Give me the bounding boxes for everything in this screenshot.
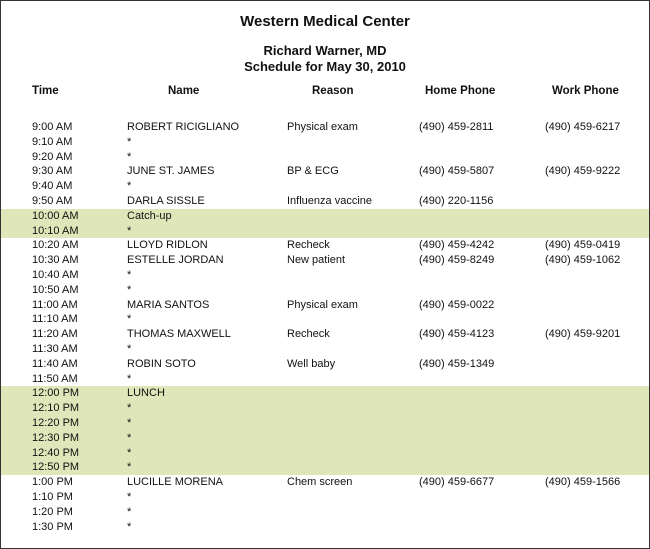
time-cell: 9:40 AM <box>32 180 73 193</box>
time-cell: 11:50 AM <box>32 372 78 385</box>
name-cell: * <box>127 313 132 326</box>
schedule-row <box>1 194 649 209</box>
schedule-row <box>1 386 649 401</box>
schedule-row <box>1 209 649 224</box>
time-cell: 10:40 AM <box>32 268 79 281</box>
time-cell: 1:00 PM <box>32 476 73 489</box>
home-phone-cell: (490) 220-1156 <box>419 194 494 207</box>
reason-cell: Physical exam <box>287 298 358 311</box>
name-cell: * <box>127 372 132 385</box>
name-cell: LUCILLE MORENA <box>127 476 223 489</box>
home-phone-cell: (490) 459-2811 <box>419 121 494 133</box>
schedule-row <box>1 460 649 475</box>
reason-cell: Physical exam <box>287 121 358 133</box>
time-cell: 10:30 AM <box>32 254 79 267</box>
column-header-home-phone: Home Phone <box>425 85 496 97</box>
name-cell: * <box>127 402 132 415</box>
time-cell: 10:10 AM <box>32 224 79 237</box>
time-cell: 10:50 AM <box>32 283 79 296</box>
reason-cell: Well baby <box>287 357 336 370</box>
home-phone-cell: (490) 459-4123 <box>419 328 495 341</box>
time-cell: 1:10 PM <box>32 490 73 503</box>
reason-cell: Chem screen <box>287 476 353 489</box>
schedule-date: Schedule for May 30, 2010 <box>244 59 406 74</box>
time-cell: 9:20 AM <box>32 150 73 163</box>
org-title: Western Medical Center <box>240 13 410 30</box>
home-phone-cell: (490) 459-6677 <box>419 476 495 489</box>
doctor-name: Richard Warner, MD <box>263 43 387 58</box>
schedule-row <box>1 475 649 490</box>
time-cell: 10:20 AM <box>32 239 79 252</box>
schedule-row <box>1 150 649 165</box>
time-cell: 9:30 AM <box>32 165 73 178</box>
time-cell: 11:20 AM <box>32 328 78 341</box>
work-phone-cell: (490) 459-1062 <box>545 254 621 267</box>
name-cell: DARLA SISSLE <box>127 194 205 207</box>
name-cell: * <box>127 416 132 429</box>
name-cell: ESTELLE JORDAN <box>127 254 224 267</box>
work-phone-cell: (490) 459-6217 <box>545 121 621 133</box>
time-cell: 10:00 AM <box>32 209 79 222</box>
name-cell: LLOYD RIDLON <box>127 239 208 252</box>
schedule-row <box>1 238 649 253</box>
name-cell: * <box>127 268 132 281</box>
column-headers <box>1 85 649 101</box>
name-cell: MARIA SANTOS <box>127 298 210 311</box>
schedule-row <box>1 357 649 372</box>
name-cell: * <box>127 150 132 163</box>
schedule-row <box>1 179 649 194</box>
schedule-row <box>1 164 649 179</box>
schedule-row <box>1 446 649 461</box>
schedule-row <box>1 135 649 150</box>
schedule-row <box>1 327 649 342</box>
name-cell: * <box>127 520 132 533</box>
reason-cell: Recheck <box>287 239 330 252</box>
column-header-time: Time <box>32 85 59 97</box>
name-cell: * <box>127 342 132 355</box>
home-phone-cell: (490) 459-1349 <box>419 357 495 370</box>
time-cell: 12:30 PM <box>32 431 80 444</box>
schedule-row <box>1 520 649 535</box>
schedule-row <box>1 224 649 239</box>
time-cell: 11:40 AM <box>32 357 78 370</box>
schedule-row <box>1 431 649 446</box>
schedule-row <box>1 298 649 313</box>
schedule-row <box>1 416 649 431</box>
schedule-row <box>1 253 649 268</box>
schedule-row <box>1 401 649 416</box>
column-header-work-phone: Work Phone <box>552 85 619 97</box>
name-cell: * <box>127 490 132 503</box>
time-cell: 12:40 PM <box>32 446 80 459</box>
time-cell: 12:00 PM <box>32 387 80 400</box>
schedule-row <box>1 372 649 387</box>
column-header-reason: Reason <box>312 85 354 97</box>
time-cell: 9:00 AM <box>32 121 73 133</box>
name-cell: * <box>127 461 132 474</box>
schedule-row <box>1 268 649 283</box>
time-cell: 11:10 AM <box>32 313 78 326</box>
name-cell: * <box>127 431 132 444</box>
name-cell: * <box>127 135 132 148</box>
time-cell: 12:50 PM <box>32 461 80 474</box>
schedule-row <box>1 312 649 327</box>
work-phone-cell: (490) 459-9222 <box>545 165 621 178</box>
name-cell: Catch-up <box>127 209 172 222</box>
name-cell: * <box>127 505 132 518</box>
name-cell: ROBERT RICIGLIANO <box>127 121 240 133</box>
column-header-name: Name <box>168 85 200 97</box>
schedule-row <box>1 490 649 505</box>
time-cell: 1:20 PM <box>32 505 73 518</box>
schedule-rows <box>1 120 649 534</box>
schedule-row <box>1 283 649 298</box>
time-cell: 11:00 AM <box>32 298 78 311</box>
home-phone-cell: (490) 459-5807 <box>419 165 495 178</box>
work-phone-cell: (490) 459-9201 <box>545 328 621 341</box>
home-phone-cell: (490) 459-0022 <box>419 298 495 311</box>
time-cell: 9:10 AM <box>32 135 73 148</box>
name-cell: LUNCH <box>127 387 165 400</box>
name-cell: * <box>127 180 132 193</box>
reason-cell: Recheck <box>287 328 330 341</box>
home-phone-cell: (490) 459-4242 <box>419 239 495 252</box>
work-phone-cell: (490) 459-0419 <box>545 239 621 252</box>
name-cell: ROBIN SOTO <box>127 357 196 370</box>
name-cell: * <box>127 283 132 296</box>
time-cell: 12:10 PM <box>32 402 80 415</box>
schedule-row <box>1 505 649 520</box>
time-cell: 9:50 AM <box>32 194 73 207</box>
reason-cell: BP & ECG <box>287 165 339 178</box>
schedule-row <box>1 120 649 135</box>
name-cell: JUNE ST. JAMES <box>127 165 215 178</box>
schedule-row <box>1 342 649 357</box>
name-cell: * <box>127 446 132 459</box>
time-cell: 11:30 AM <box>32 342 78 355</box>
name-cell: * <box>127 224 132 237</box>
name-cell: THOMAS MAXWELL <box>127 328 231 341</box>
work-phone-cell: (490) 459-1566 <box>545 476 621 489</box>
time-cell: 12:20 PM <box>32 416 80 429</box>
reason-cell: Influenza vaccine <box>287 194 372 207</box>
home-phone-cell: (490) 459-8249 <box>419 254 495 267</box>
time-cell: 1:30 PM <box>32 520 73 533</box>
reason-cell: New patient <box>287 254 346 267</box>
